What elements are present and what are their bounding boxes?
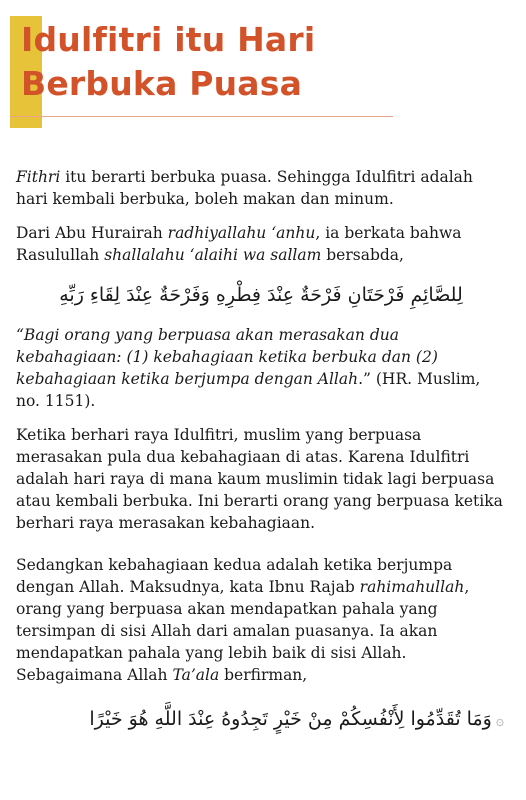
title-line-1: Idulfitri itu Hari [21, 20, 316, 59]
ayah-ornament-icon: ۞ [495, 713, 504, 729]
term-fithri: Fithri [16, 168, 61, 186]
title-line-2: Berbuka Puasa [21, 64, 303, 103]
paragraph-hadith-intro: Dari Abu Hurairah radhiyallahu ‘anhu, ia berkata bahwa Rasulullah shallalahu ‘alaihi wa sallam bersabda, [16, 224, 462, 264]
paragraph-fithri: Fithri itu berarti berbuka puasa. Sehingga Idulfitri adalah hari kembali berbuka, boleh makan dan minum. [16, 168, 473, 208]
paragraph-second-joy: Sedangkan kebahagiaan kedua adalah ketika berjumpa dengan Allah. Maksudnya, kata Ibnu Rajab rahimahullah, orang yang berpuasa akan mendapatkan pahala yang tersimpan di sisi Allah dari amalan puasanya. Ia akan mendapatkan pahala yang lebih baik di sisi Allah. Sebagaimana Allah Ta’ala berfirman, [16, 556, 470, 684]
arabic-hadith: لِلصَّائِمِ فَرْحَتَانِ فَرْحَةٌ عِنْدَ فِطْرِهِ وَفَرْحَةٌ عِنْدَ لِقَاءِ رَبِّهِ [59, 284, 463, 306]
hadith-translation: “Bagi orang yang berpuasa akan merasakan dua kebahagiaan: (1) kebahagiaan ketika berbuka dan (2) kebahagiaan ketika berjumpa dengan Allah.” (HR. Muslim, no. 1151). [16, 326, 481, 410]
paragraph-idulfitri: Ketika berhari raya Idulfitri, muslim yang berpuasa merasakan pula dua kebahagiaan di atas. Karena Idulfitri adalah hari raya di mana kaum muslimin tidak lagi berpuasa atau kembali berbuka. Ini berarti orang yang berpuasa ketika berhari raya merasakan kebahagiaan. [16, 426, 503, 532]
page-title [21, 18, 501, 106]
article-body [16, 166, 506, 736]
arabic-quran-verse: ۞وَمَا تُقَدِّمُوا لِأَنْفُسِكُمْ مِنْ خَيْرٍ تَجِدُوهُ عِنْدَ اللَّهِ هُوَ خَيْرًا [89, 708, 504, 730]
title-divider [10, 116, 393, 117]
